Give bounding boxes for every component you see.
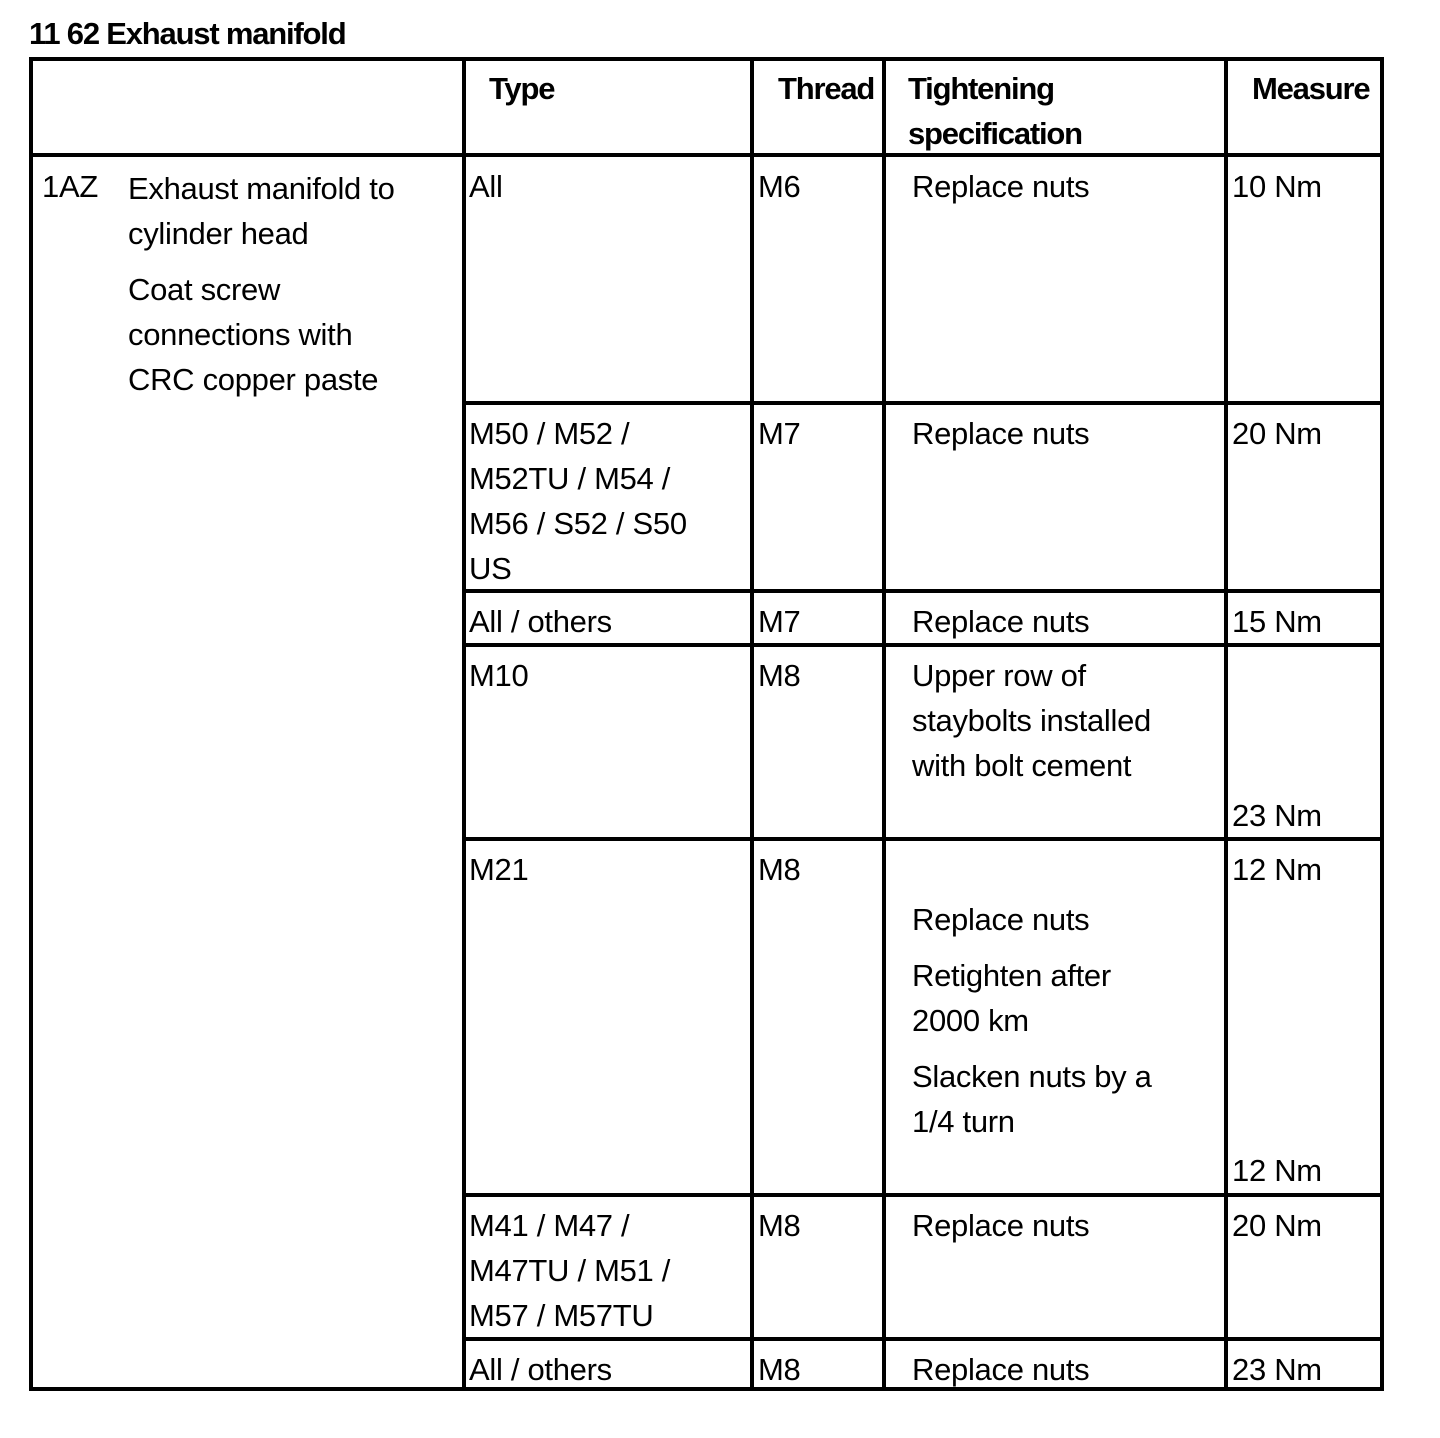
column-divider-thread — [882, 61, 886, 1391]
row-4-type: M10 — [469, 658, 529, 693]
row-5-spec: Replace nuts Retighten after 2000 km Slacken nuts by a 1/4 turn — [912, 902, 1152, 1139]
row-3-measure: 15 Nm — [1232, 604, 1322, 639]
row-6-spec: Replace nuts — [912, 1208, 1090, 1243]
row-2-spec: Replace nuts — [912, 416, 1090, 451]
row-1-spec: Replace nuts — [912, 169, 1090, 204]
row-3-spec: Replace nuts — [912, 604, 1090, 639]
row-3-type: All / others — [469, 604, 612, 639]
row-5-measure-second: 12 Nm — [1232, 1153, 1322, 1188]
row-divider — [462, 401, 1384, 405]
row-1-measure: 10 Nm — [1232, 169, 1322, 204]
spec-table — [29, 57, 1384, 1391]
row-3-thread: M7 — [758, 604, 801, 639]
header-tightening-line1: Tightening — [908, 71, 1054, 106]
item-description: Exhaust manifold to cylinder head Coat screw connections with CRC copper paste — [128, 171, 395, 397]
row-4-thread: M8 — [758, 658, 801, 693]
row-7-thread: M8 — [758, 1352, 801, 1387]
row-4-spec: Upper row of staybolts installed with bolt cement — [912, 658, 1151, 783]
item-code: 1AZ — [42, 169, 98, 204]
page-title: 11 62 Exhaust manifold — [29, 16, 346, 51]
header-tightening — [908, 66, 1082, 156]
row-1-thread: M6 — [758, 169, 801, 204]
row-2-type: M50 / M52 / M52TU / M54 / M56 / S52 / S50 US — [469, 416, 687, 586]
row-7-type: All / others — [469, 1352, 612, 1387]
header-tightening-line2: specification — [908, 116, 1082, 151]
column-divider-item — [462, 61, 466, 1391]
header-thread: Thread — [778, 71, 875, 106]
row-1-type: All — [469, 169, 503, 204]
row-7-spec: Replace nuts — [912, 1352, 1090, 1387]
row-divider — [462, 1193, 1384, 1197]
row-2-thread: M7 — [758, 416, 801, 451]
header-divider — [33, 153, 1384, 157]
row-5-thread: M8 — [758, 852, 801, 887]
row-7-measure: 23 Nm — [1232, 1352, 1322, 1387]
row-6-thread: M8 — [758, 1208, 801, 1243]
row-5-type: M21 — [469, 852, 529, 887]
row-5-measure-first: 12 Nm — [1232, 852, 1322, 887]
row-2-measure: 20 Nm — [1232, 416, 1322, 451]
row-6-measure: 20 Nm — [1232, 1208, 1322, 1243]
column-divider-spec — [1224, 61, 1228, 1391]
column-divider-type — [750, 61, 754, 1391]
header-type: Type — [489, 71, 555, 106]
header-measure: Measure — [1252, 71, 1370, 106]
row-4-measure: 23 Nm — [1232, 798, 1322, 833]
row-6-type: M41 / M47 / M47TU / M51 / M57 / M57TU — [469, 1208, 671, 1333]
